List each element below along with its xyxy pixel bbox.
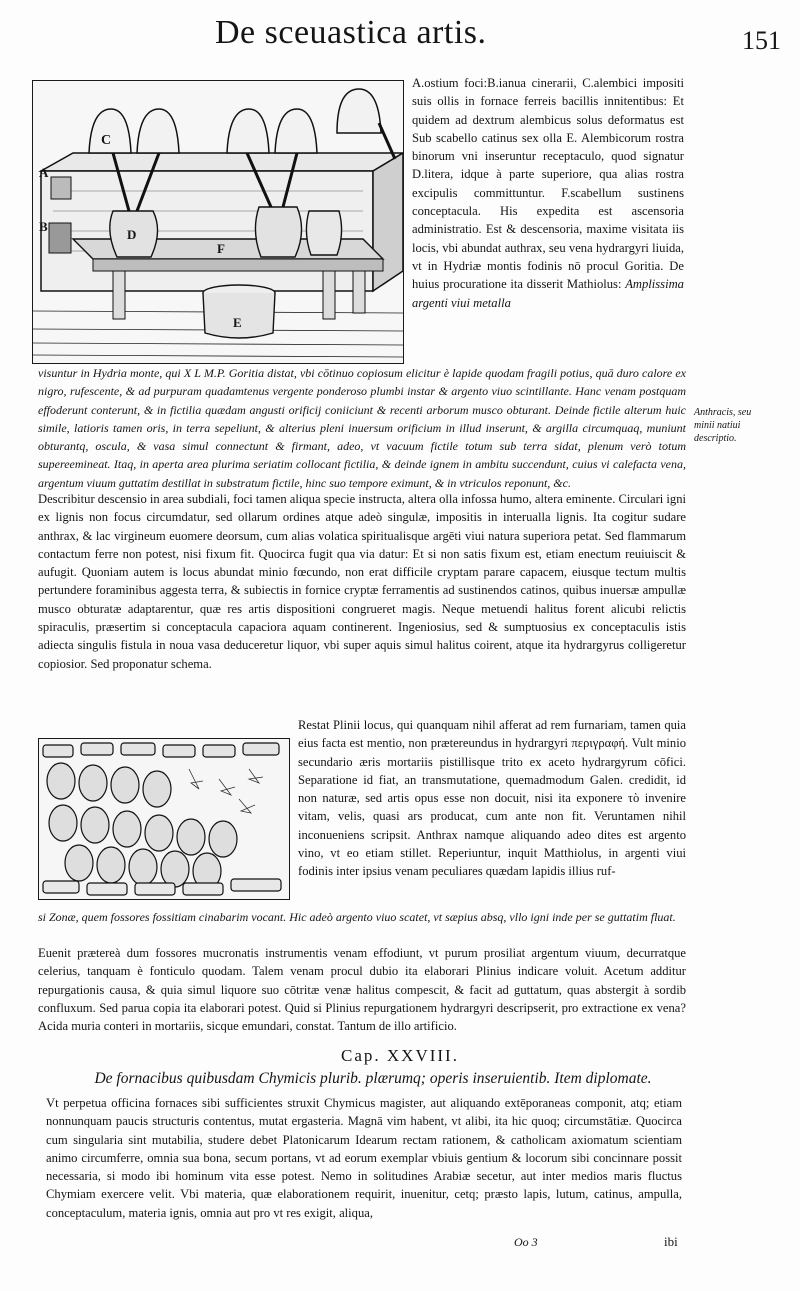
repurgation-paragraph: Euenit prætereà dum fossores mucronatis instrumentis venam effodiunt, vt purum prosiliat argentum viuum, decurratque celerius, tanquam è fonticulo quodam. Talem venam procul dubio ita elaborari Plinius indicare voluit. Acetum additur repurgationis causa, & quia simul liquore suo cōtritæ venæ halitus compescit, & facit ad guttatum, quas abstergit à sordib confluxum. Sed parua copia ita elaborari potest. Quid si Plinius repurgationem hydrargyri descripserit, pro extractione ex vena? Acida muria conteri in mortariis, sicque emundari, constat. Tantum de illo artificio. bbox=[38, 946, 686, 1034]
descensio-illustration bbox=[39, 739, 289, 899]
marginal-note: Anthracis, seu minii natiui descriptio. bbox=[694, 407, 752, 444]
catchword: ibi bbox=[664, 1234, 678, 1249]
figure-legend-text: A.ostium foci:B.ianua cinerarii, C.alembici impositi suis ollis in fornace ferreis bacillis innitentibus: Et quidem ad dextrum alembicus solus deformatus est Sub scabello catinus sex olla E. Alembicorum rostra binorum vni inseruntur receptaculo, quod signatur D.litera, idque à parte superiore, qua alias rostra excipulis committuntur. F.scabellum sustinens conceptacula. His expedita est ascensoria administratio. Est & descensoria, maxime visitata iis locis, vbi abundat authrax, seu vena hydrargyri liuida, vt in Hydriæ montis fodinis nō procul Goritia. De huius procuratione ita disserit Mathiolus: Amplissima argenti viui metalla bbox=[412, 76, 684, 310]
fig-label-B: B bbox=[39, 219, 48, 234]
fig-label-C: C bbox=[101, 133, 112, 148]
furnace-illustration bbox=[33, 81, 403, 363]
mathiolus-quote-2: si Zonæ, quem fossores fossitiam cinabarim vocant. Hic adeò argento viuo scatet, vt sæpius absq, vllo igni inde per se guttatim fluat. bbox=[38, 910, 676, 924]
signature-mark: Oo 3 bbox=[514, 1235, 538, 1249]
chapter-subtitle: De fornacibus quibusdam Chymicis plurib. plærumq; operis inseruientib. Item diplomate. bbox=[94, 1070, 652, 1087]
descensio-paragraph: Describitur descensio in area subdiali, foci tamen aliqua specie instructa, altera olla infossa humo, altera eminente. Circulari igni ex lignis non focus circumdatur, sed ollarum ordines atque adeò singulæ, impositis in interualla lignis. Ita cogitur sudare anthrax, & lac virgineum euomere deorsum, cum alias volatica spiritualisque argēti viui natura superiora petat. Sed flammarum contactum ferre non potest, nisi fixum fit. Quocirca fugit qua via datur: Et si non satis fixum est, etiam enectum reuiuiscit & aufugit. Quoniam autem is locus abundat minio fœcundo, non erat difficile cryptam parare capacem, eiusque tectum multis pertundere foraminibus aggesta terra, & subiectis in fornice cryptæ ferramentis ad sustinendos catinos, quibus inuersæ ampullæ musco obturatæ adaptarentur, quæ res artis dispositioni congrueret magis. Neque metuendi halitus forent alicubi relictis spiraculis, præsertim si conceptacula capaciora aquam continerent. Ingeniosius, sed & sumptuosius ex conceptaculis istis adiecta singulis fistula in noua vasa deduceretur liquor, vbi super aquis simul halitus coirent, atque ita hydrargyrus colligeretur copiosior. Sed proponatur schema. bbox=[38, 492, 686, 671]
plinius-paragraph: Restat Plinii locus, qui quanquam nihil afferat ad rem furnariam, tamen quia eius facta est mentio, non prætereundus in hydrargyri περιγραφή. Vult minio secundario æris mortariis pistillisque trito ex aceto hydrargyrum cōfici. Separatione id fiat, an transmutatione, quemadmodum Galen. credidit, id non naturæ, sed artis opus esse non docuit, nisi ita exponere τὸ invenire vitam, velis, quasi ars producat, cum ante non fit. Veruntamen nihil inconueniens scripsit. Anthrax namque aliquando adeo dites est argento vino, vt eo etiam stillet. Reperiuntur, inquit Matthiolus, in argenti viui fodinis inter ipsius venam peculiares quædam lapidis illius ruf- bbox=[298, 718, 686, 879]
mathiolus-quote: visuntur in Hydria monte, qui X L M.P. Goritia distat, vbi cōtinuo copiosum elicitur è lapide quodam fragili potius, quā duro calore ex nigro, rufescente, & ad purpuram quadamtenus vergente ponderoso plumbi instar & argento viuo scintillante. Hanc venam postquam effoderunt conterunt, & in fictilia quædam angusti orificij coniiciunt & recenti arborum musco obturant. Deinde fictile alterum huic simile, latioris tamen oris, in terra sepeliunt, & alterius pleni inuersum orificium in illud inserunt, & argilla circumquaq, muniunt obturantq, oscula, & vasa simul connectunt & firmant, adeo, vt vacuum fictile totum sub terra sidat, plenum verò totum supereemineat. Itaq, in aperta area plurima seriatim collocant fictilia, & deinde ignem in ambitu succendunt, cuius vi calefacta vena, argentum viuum guttatim destillat in substratum fictile, hinc suo tempore eximunt, & in vtriculos reponunt, &c. bbox=[38, 366, 686, 490]
fig-label-A: A bbox=[39, 165, 49, 180]
furnace-woodcut bbox=[32, 80, 404, 364]
chapter-body: Vt perpetua officina fornaces sibi sufficientes struxit Chymicus magister, aut aliquando extēporaneas componit, atq; etiam nonnunquam paucis structuris contentus, mutat ergasteria. Magnā vim habent, vt alibi, ita hic quoq; circumstātiæ. Quocirca cum singularia sint mutabilia, studere debet Platonicarum Idearum rectam rationem, & catholicam axiomatum scientiam animo circumferre, omnia sua bona, secum portans, vt ad eorum exemplar vbiuis gentium & locorum sibi concinnare possit necessaria, si modo ibi hominum vita esse potest. Nemo in solitudines Arabiæ secetur, aut inter medios maris fluctus Chymiam exercere velit. Vbi materia, quæ elaborationem requirit, inuenitur, cetq; præsto lapis, lutum, catinus, ampulla, conceptaculum, materia ignis, omnia aut pro vt res exigit, aliqua, bbox=[46, 1096, 682, 1220]
fig-label-E: E bbox=[233, 315, 242, 330]
fig-label-D: D bbox=[127, 227, 137, 242]
descensio-woodcut bbox=[38, 738, 290, 900]
mathiolus-quote-start: Amplissima argenti viui metalla bbox=[412, 277, 684, 310]
fig-label-F: F bbox=[217, 241, 225, 256]
running-title: De sceuastica artis. bbox=[215, 14, 487, 51]
page-number: 151 bbox=[742, 26, 781, 55]
chapter-heading: Cap. XXVIII. bbox=[341, 1046, 459, 1065]
